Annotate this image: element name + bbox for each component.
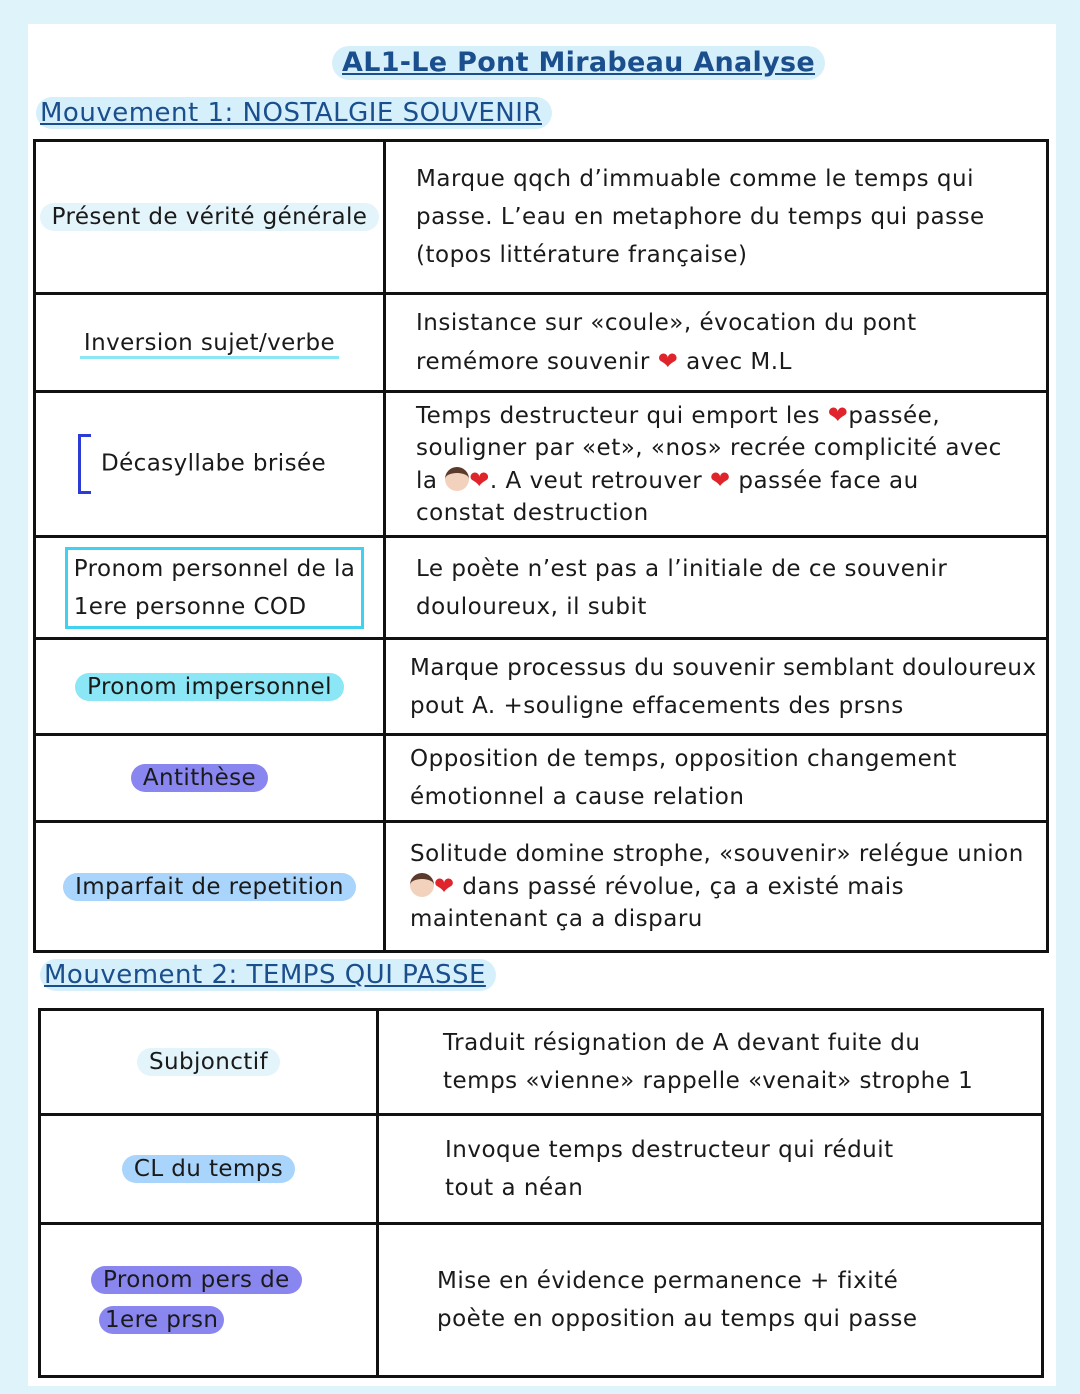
- text-line: avec M.L: [686, 349, 792, 375]
- term: 1ere personne COD: [73, 593, 307, 620]
- table-row: [40, 1224, 1043, 1377]
- term: Décasyllabe brisée: [101, 450, 327, 477]
- table-row: [35, 639, 1048, 735]
- term: Antithèse: [131, 764, 268, 792]
- table-row: [35, 392, 1048, 537]
- text-line: . A veut retrouver: [489, 468, 703, 494]
- text-line: passée face au: [738, 468, 919, 494]
- text-line: Marque qqch d’immuable comme le temps qui: [416, 166, 974, 192]
- table-row: [35, 537, 1048, 639]
- table-row: [35, 822, 1048, 952]
- movement-1-table: [33, 139, 1049, 953]
- table-row: [35, 294, 1048, 392]
- text-line: remémore souvenir: [416, 349, 650, 375]
- text-line: poète en opposition au temps qui passe: [437, 1306, 918, 1332]
- heart-icon: ❤: [434, 872, 455, 900]
- term-box: [65, 547, 364, 629]
- woman-emoji-icon: [445, 467, 469, 491]
- text-line: Marque processus du souvenir semblant douloureux: [410, 654, 1037, 681]
- term: Imparfait de repetition: [63, 873, 356, 901]
- text-line: passe. L’eau en metaphore du temps qui passe: [416, 204, 985, 230]
- movement-2-heading: Mouvement 2: TEMPS QUI PASSE: [40, 959, 496, 991]
- heart-icon: ❤: [469, 466, 490, 494]
- text-line: Le poète n’est pas a l’initiale de ce souvenir: [416, 555, 948, 582]
- term: Pronom personnel de la: [73, 555, 356, 582]
- text-line: maintenant ça a disparu: [410, 906, 703, 932]
- page-title: AL1-Le Pont Mirabeau Analyse: [332, 46, 825, 80]
- text-line: Solitude domine strophe, «souvenir» relégue union: [410, 841, 1024, 867]
- text-line: constat destruction: [416, 500, 649, 526]
- table-row: [35, 735, 1048, 822]
- heart-icon: ❤: [710, 466, 731, 494]
- text-line: Opposition de temps, opposition changement: [410, 746, 957, 772]
- table-row: [40, 1115, 1043, 1224]
- term: 1ere prsn: [99, 1306, 224, 1334]
- term: CL du temps: [122, 1155, 295, 1183]
- term: Pronom impersonnel: [75, 673, 344, 701]
- text-line: (topos littérature française): [416, 242, 748, 268]
- text-line: Mise en évidence permanence + fixité: [437, 1268, 899, 1294]
- text-line: la: [416, 468, 438, 494]
- heart-icon: ❤: [827, 401, 849, 429]
- text-line: douloureux, il subit: [416, 593, 647, 620]
- table-row: [40, 1010, 1043, 1115]
- bracket-mark: [78, 434, 91, 494]
- movement-2-table: [38, 1008, 1044, 1378]
- heart-icon: ❤: [657, 347, 679, 375]
- text-line: pout A. +souligne effacements des prsns: [410, 692, 904, 719]
- text-line: temps «vienne» rappelle «venait» strophe 1: [443, 1068, 974, 1094]
- woman-emoji-icon: [410, 873, 434, 897]
- text-line: Temps destructeur qui emport les: [416, 403, 820, 429]
- table-row: [35, 141, 1048, 294]
- term: Subjonctif: [137, 1048, 280, 1076]
- term: Présent de vérité générale: [40, 203, 380, 231]
- text-line: souligner par «et», «nos» recrée complicité avec: [416, 435, 1002, 461]
- term: Inversion sujet/verbe: [80, 330, 339, 359]
- term: Pronom pers de: [91, 1266, 302, 1294]
- text-line: émotionnel a cause relation: [410, 784, 745, 810]
- text-line: dans passé révolue, ça a existé mais: [462, 874, 905, 900]
- text-line: passée,: [848, 403, 941, 429]
- text-line: tout a néan: [445, 1175, 584, 1201]
- movement-1-heading: Mouvement 1: NOSTALGIE SOUVENIR: [36, 97, 552, 129]
- text-line: Traduit résignation de A devant fuite du: [443, 1030, 921, 1056]
- text-line: Invoque temps destructeur qui réduit: [445, 1137, 894, 1163]
- text-line: Insistance sur «coule», évocation du pont: [416, 310, 917, 336]
